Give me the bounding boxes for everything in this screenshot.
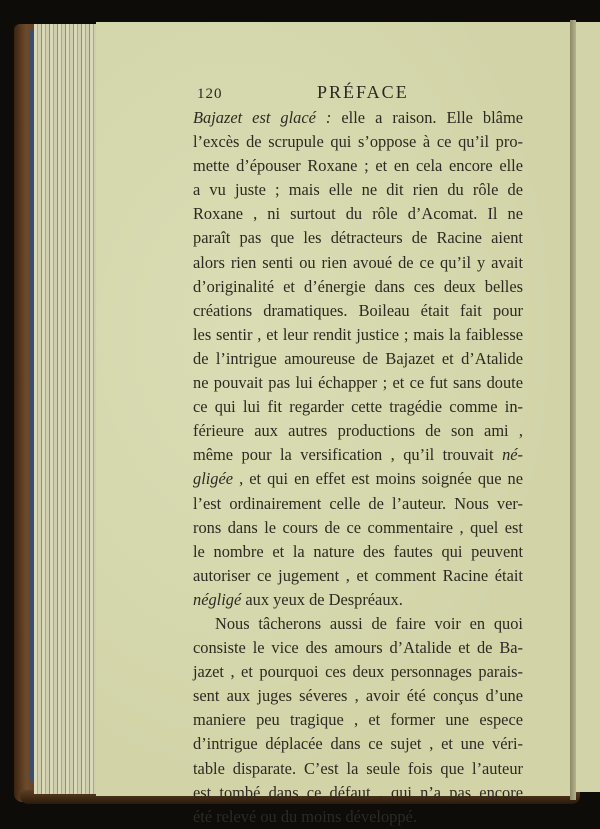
line-text: férieure aux autres productions de son ami , (193, 421, 523, 441)
text-line (193, 154, 523, 178)
text-line (193, 564, 523, 588)
line-text: ce qui lui fit regarder cette tragédie comme in- (193, 397, 523, 417)
text-line (193, 323, 523, 347)
text-line (193, 275, 523, 299)
text-line (193, 395, 523, 419)
line-text: l’est ordinairement celle de l’auteur. Nous ver- (193, 493, 523, 513)
line-text: table disparate. C’est la seule fois que l’auteur (193, 758, 523, 778)
italic-text: gligée (193, 469, 234, 489)
text-line (193, 226, 523, 250)
text-line (193, 106, 523, 130)
text-line (193, 202, 523, 226)
line-text: les sentir , et leur rendit justice ; mais la faiblesse (193, 324, 523, 344)
line-text: ne pouvait pas lui échapper ; et ce fut sans doute (193, 373, 523, 393)
line-text: paraît pas que les détracteurs de Racine aient (193, 228, 523, 248)
text-line (193, 636, 523, 660)
line-text: est tombé dans ce défaut , qui n’a pas encore (193, 782, 523, 802)
line-text: maniere peu tragique , et former une espece (193, 710, 523, 730)
body-text (193, 106, 523, 829)
line-text: sent aux juges séveres , avoir été conçus d’une (193, 686, 523, 706)
running-header (197, 84, 542, 106)
text-line (193, 708, 523, 732)
line-text: a vu juste ; mais elle ne dit rien du rôle de (193, 180, 523, 200)
text-line (193, 371, 523, 395)
line-text: même pour la versification , qu’il trouvait (193, 445, 503, 465)
line-text: mette d’épouser Roxane ; et en cela encore elle (193, 156, 523, 176)
text-line (193, 130, 523, 154)
italic-text: Bajazet est glacé : (193, 108, 332, 127)
text-line (193, 467, 523, 491)
text-line (193, 781, 523, 805)
text-line (193, 805, 523, 829)
page-number: 120 (197, 86, 223, 102)
line-text: Nous tâcherons aussi de faire voir en quoi (215, 613, 523, 633)
line-text: l’excès de scrupule qui s’oppose à ce qu’il pro- (193, 132, 523, 152)
text-line (193, 443, 523, 467)
facing-page (576, 22, 600, 792)
text-line (193, 419, 523, 443)
line-text: Roxane , ni surtout du rôle d’Acomat. Il ne (193, 204, 523, 224)
text-line (193, 347, 523, 371)
text-line (193, 299, 523, 323)
line-text: rons dans le cours de ce commentaire , quel est (193, 517, 523, 537)
text-line (193, 251, 523, 275)
line-text: alors rien senti ou rien avoué de ce qu’il y avait (193, 252, 523, 272)
text-line (193, 684, 523, 708)
text-line (193, 516, 523, 540)
text-line (193, 732, 523, 756)
line-text: le nombre et la nature des fautes qui peuvent (193, 541, 523, 561)
line-text: été relevé ou du moins développé. (193, 806, 417, 826)
line-text: autoriser ce jugement , et comment Racine était (193, 565, 523, 585)
text-line (193, 178, 523, 202)
text-line (193, 588, 523, 612)
line-text: d’originalité et d’énergie dans ces deux belles (193, 276, 523, 296)
line-text: jazet , et pourquoi ces deux personnages parais- (193, 662, 523, 682)
line-text: de l’intrigue amoureuse de Bajazet et d’Atalide (193, 348, 523, 368)
line-text: elle a raison. Elle blâme (331, 108, 523, 127)
page-leaves-stack (34, 24, 96, 794)
running-title: PRÉFACE (317, 82, 409, 102)
text-line (193, 757, 523, 781)
italic-text: négligé (193, 589, 242, 609)
text-line (193, 660, 523, 684)
text-line (193, 612, 523, 636)
line-text: , et qui en effet est moins soignée que ne (233, 469, 523, 489)
line-text: aux yeux de Despréaux. (241, 589, 403, 609)
line-text: d’intrigue déplacée dans ce sujet , et une véri- (193, 734, 523, 754)
line-text: créations dramatiques. Boileau était fait pour (193, 300, 523, 320)
italic-text: né- (502, 445, 523, 465)
text-line (193, 492, 523, 516)
line-text: consiste le vice des amours d’Atalide et de Ba- (193, 638, 523, 658)
text-line (193, 540, 523, 564)
